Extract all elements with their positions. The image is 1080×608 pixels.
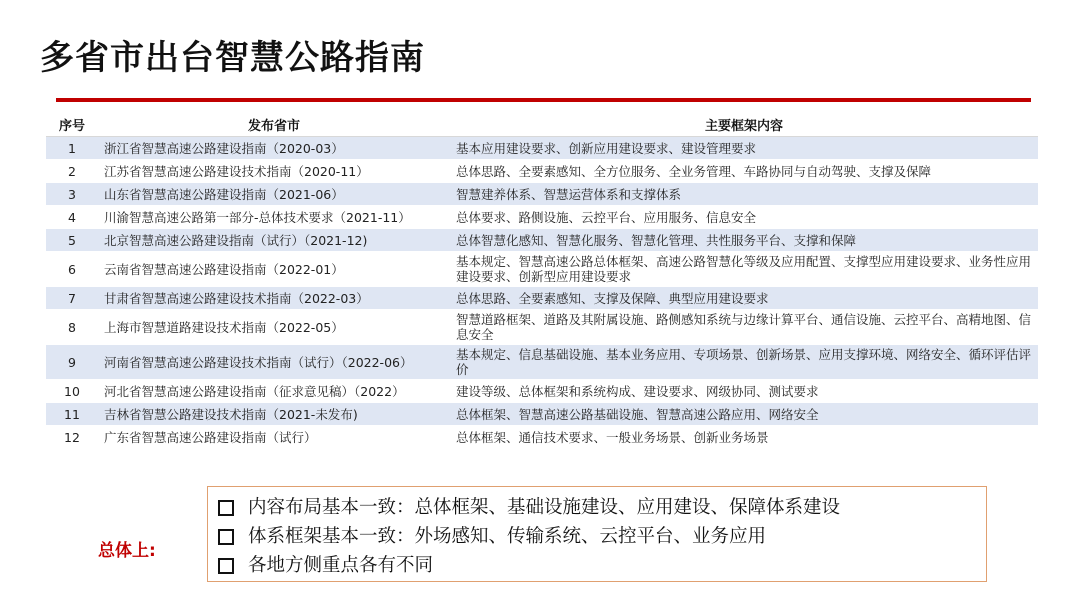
- checkbox-icon: [218, 558, 234, 574]
- cell-no: 5: [68, 232, 76, 248]
- cell-province: 北京智慧高速公路建设指南（试行）（2021-12): [104, 232, 368, 248]
- cell-content: 总体智慧化感知、智慧化服务、智慧化管理、共性服务平台、支撑和保障: [456, 232, 857, 248]
- cell-no: 4: [68, 209, 76, 225]
- header-no: 序号: [46, 112, 98, 137]
- summary-label: 总体上:: [98, 541, 156, 561]
- cell-no: 1: [68, 140, 76, 156]
- summary-item-text: 各地方侧重点各有不同: [248, 555, 434, 576]
- table-header-row: [46, 112, 1038, 137]
- header-content: 主要框架内容: [450, 112, 1038, 137]
- cell-province: 云南省智慧高速公路建设指南（2022-01）: [104, 261, 344, 277]
- table-row: [46, 287, 1038, 310]
- cell-no: 8: [68, 319, 76, 335]
- table-row: [46, 403, 1038, 426]
- table-row: [46, 183, 1038, 206]
- cell-province: 河南省智慧高速公路建设技术指南（试行）（2022-06）: [104, 354, 413, 370]
- cell-content: 智慧道路框架、道路及其附属设施、路侧感知系统与边缘计算平台、通信设施、云控平台、高精地图、信息安全: [456, 312, 1032, 342]
- table-row: [46, 252, 1038, 287]
- cell-content: 建设等级、总体框架和系统构成、建设要求、网级协同、测试要求: [456, 383, 819, 399]
- summary-box: [207, 486, 987, 582]
- cell-province: 甘肃省智慧高速公路建设技术指南（2022-03）: [104, 290, 369, 306]
- cell-no: 12: [64, 429, 80, 445]
- summary-item: [218, 551, 986, 580]
- checkbox-icon: [218, 500, 234, 516]
- cell-province: 浙江省智慧高速公路建设指南（2020-03）: [104, 140, 344, 156]
- summary-item: [218, 493, 986, 522]
- cell-content: 智慧建养体系、智慧运营体系和支撑体系: [456, 186, 682, 202]
- cell-no: 2: [68, 163, 76, 179]
- checkbox-icon: [218, 529, 234, 545]
- cell-province: 广东省智慧高速公路建设指南（试行）: [104, 429, 317, 445]
- cell-no: 10: [64, 383, 80, 399]
- cell-no: 11: [64, 406, 80, 422]
- table-row: [46, 380, 1038, 403]
- summary-item-text: 内容布局基本一致：总体框架、基础设施建设、应用建设、保障体系建设: [248, 497, 841, 518]
- page-title: 多省市出台智慧公路指南: [40, 38, 425, 78]
- cell-content: 总体框架、通信技术要求、一般业务场景、创新业务场景: [456, 429, 769, 445]
- summary-item: [218, 522, 986, 551]
- table-row: [46, 160, 1038, 183]
- cell-no: 7: [68, 290, 76, 306]
- table-row: [46, 137, 1038, 160]
- cell-content: 基本应用建设要求、创新应用建设要求、建设管理要求: [456, 140, 757, 156]
- cell-province: 川渝智慧高速公路第一部分-总体技术要求（2021-11）: [104, 209, 411, 225]
- cell-content: 总体思路、全要素感知、支撑及保障、典型应用建设要求: [456, 290, 769, 306]
- cell-no: 3: [68, 186, 76, 202]
- guide-table: [46, 112, 1038, 449]
- cell-province: 山东省智慧高速公路建设指南（2021-06）: [104, 186, 344, 202]
- table-row: [46, 426, 1038, 449]
- table-row: [46, 310, 1038, 345]
- header-province: 发布省市: [98, 112, 450, 137]
- cell-content: 基本规定、智慧高速公路总体框架、高速公路智慧化等级及应用配置、支撑型应用建设要求、业务性应用建设要求、创新型应用建设要求: [456, 254, 1032, 284]
- cell-province: 吉林省智慧公路建设技术指南（2021-未发布): [104, 406, 358, 422]
- cell-no: 9: [68, 354, 76, 370]
- cell-content: 总体框架、智慧高速公路基础设施、智慧高速公路应用、网络安全: [456, 406, 819, 422]
- cell-province: 河北省智慧高速公路建设指南（征求意见稿）（2022）: [104, 383, 405, 399]
- table-row: [46, 206, 1038, 229]
- table-row: [46, 229, 1038, 252]
- cell-province: 上海市智慧道路建设技术指南（2022-05）: [104, 319, 344, 335]
- table-row: [46, 345, 1038, 380]
- summary-item-text: 体系框架基本一致：外场感知、传输系统、云控平台、业务应用: [248, 526, 767, 547]
- title-divider: [56, 98, 1031, 102]
- cell-content: 基本规定、信息基础设施、基本业务应用、专项场景、创新场景、应用支撑环境、网络安全、循环评估评价: [456, 347, 1032, 377]
- cell-content: 总体要求、路侧设施、云控平台、应用服务、信息安全: [456, 209, 757, 225]
- cell-content: 总体思路、全要素感知、全方位服务、全业务管理、车路协同与自动驾驶、支撑及保障: [456, 163, 932, 179]
- cell-no: 6: [68, 261, 76, 277]
- cell-province: 江苏省智慧高速公路建设技术指南（2020-11）: [104, 163, 369, 179]
